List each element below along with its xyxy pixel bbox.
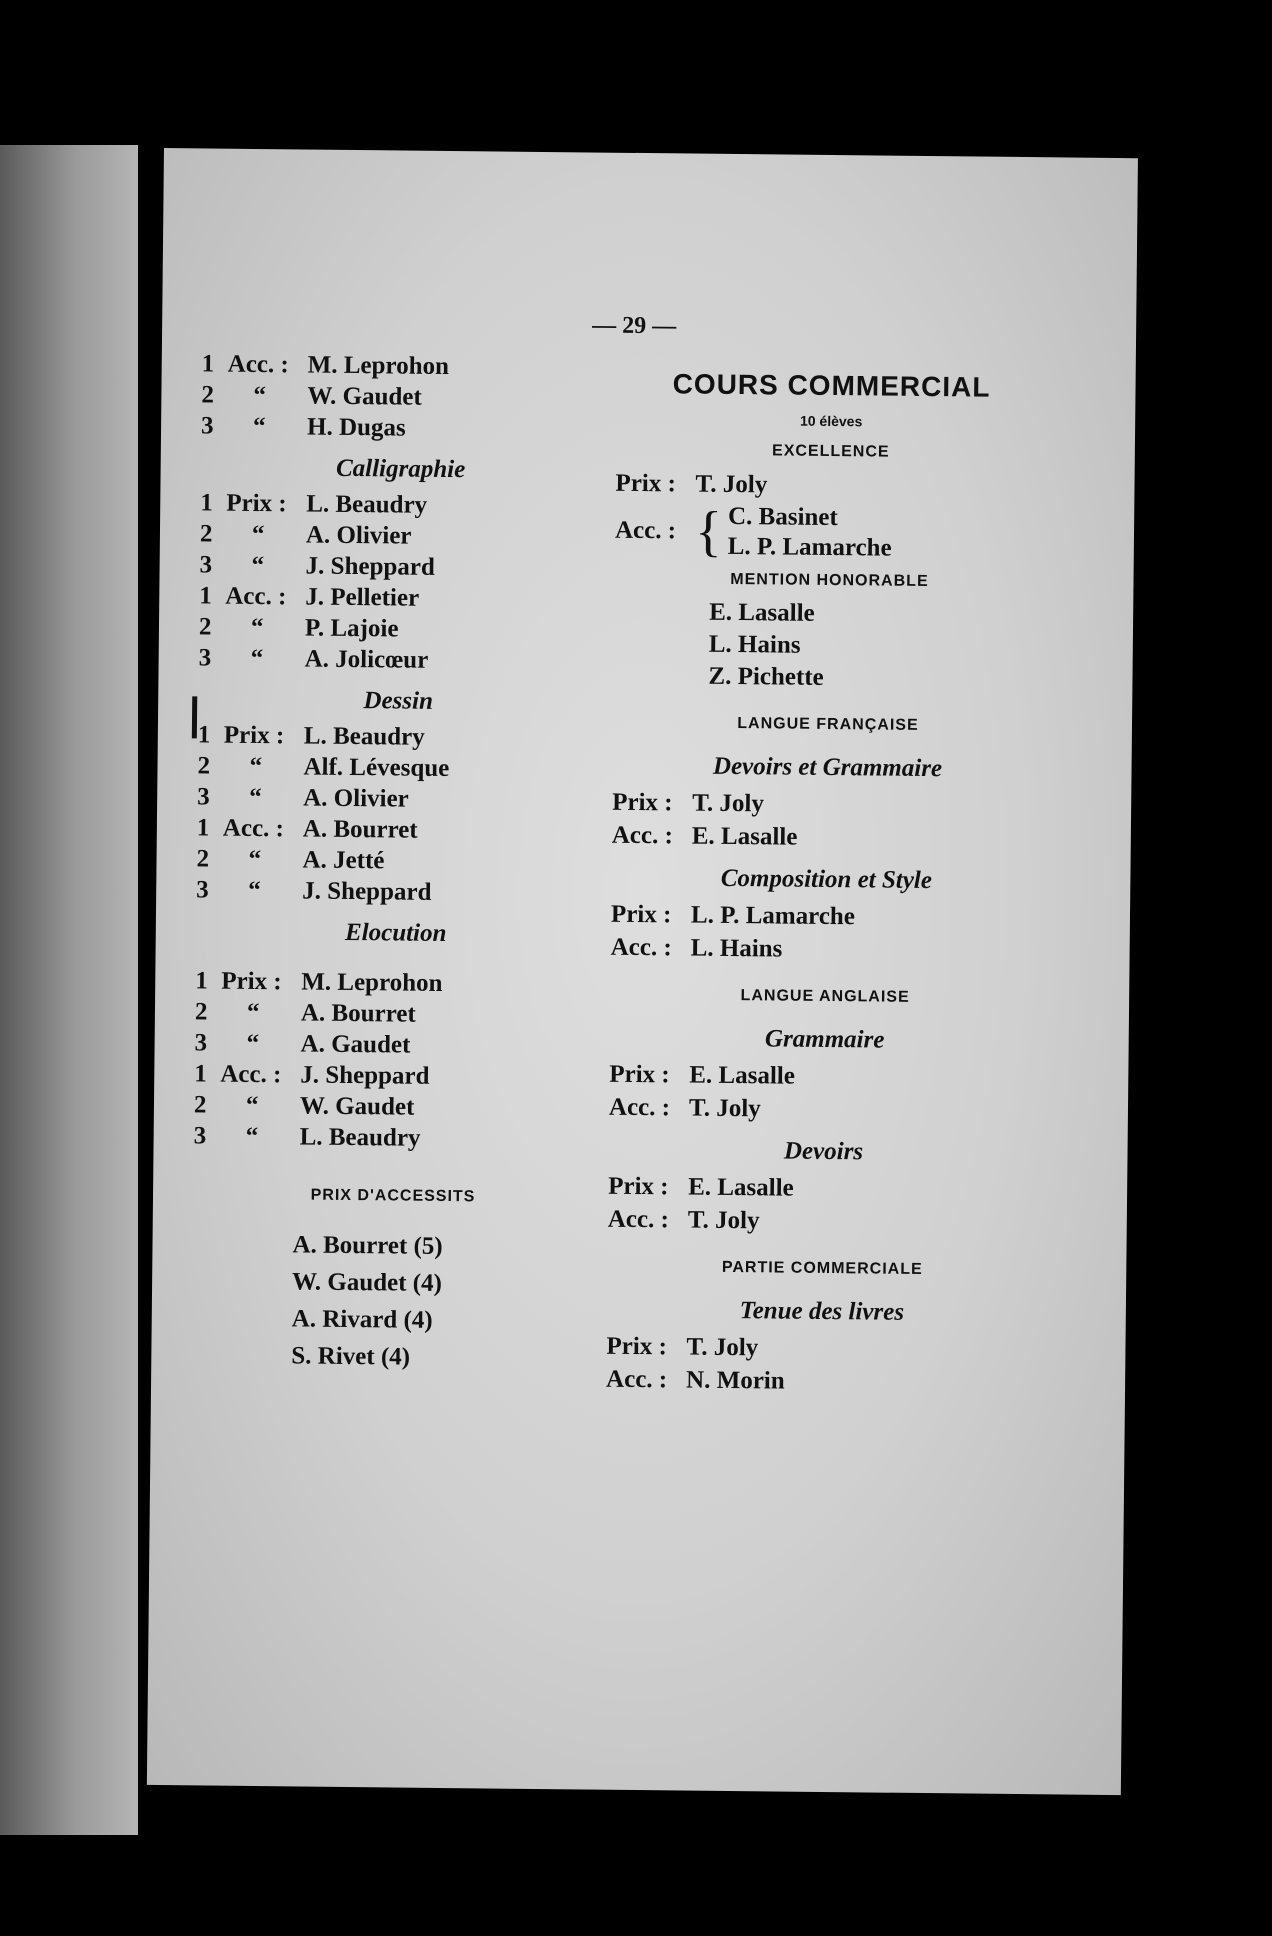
section-title-mention: MENTION HONORABLE [730,570,929,591]
section-title-dessin: Dessin [363,687,434,715]
rank: 3 [200,412,214,440]
ditto-mark: “ [251,520,265,549]
rank: 1 [199,582,212,610]
list-item [194,1058,594,1093]
list-item [609,1058,1039,1096]
student-name: M. Leprohon [307,351,450,380]
student-name: T. Joly [688,1094,761,1123]
list-item [606,1363,1036,1401]
award-label: Acc. : [611,821,674,850]
ditto-mark: “ [249,783,262,812]
student-name: J. Sheppard [305,552,435,581]
rank: 3 [196,876,209,904]
student-name: J. Sheppard [300,1061,430,1090]
rank: 2 [198,613,212,641]
list-item: A. Bourret (5) [292,1231,443,1260]
ditto-mark: “ [250,613,264,642]
list-item [201,379,601,414]
award-label: Acc. : [225,582,287,611]
rank: 1 [196,814,210,842]
ditto-mark: “ [249,752,263,781]
student-name: A. Bourret [302,815,418,844]
rank: 3 [199,551,213,579]
list-item: E. Lasalle [709,598,815,627]
student-name: L. P. Lamarche [727,532,892,562]
rank: 2 [196,845,210,873]
award-label: Prix : [609,1060,670,1089]
award-label: Acc. : [607,1205,670,1234]
list-item [195,996,595,1031]
student-name: J. Pelletier [305,583,420,612]
award-label: Acc. : [608,1093,671,1122]
page-title: COURS COMMERCIAL [672,368,991,403]
list-item [194,1027,594,1062]
rank: 3 [197,783,210,811]
ditto-mark: “ [248,845,262,874]
student-name: A. Olivier [305,521,412,550]
page-number: — 29 — [592,312,677,340]
ditto-mark: “ [252,412,266,441]
section-title-langue-anglaise: LANGUE ANGLAISE [740,987,910,1006]
award-label: Acc. : [227,350,289,379]
ditto-mark: “ [253,381,267,410]
left-column [191,348,602,1377]
award-label: Prix : [608,1172,669,1201]
student-name: T. Joly [695,470,768,499]
rank: 2 [197,752,211,780]
margin-mark [192,696,197,738]
previous-page-edge [0,145,138,1835]
rank: 1 [194,1060,207,1088]
ditto-mark: “ [251,551,265,580]
student-name: A. Jolicœur [304,645,429,674]
student-name: L. Beaudry [299,1123,421,1152]
page-subtitle: 10 élèves [799,412,863,430]
ditto-mark: “ [246,1029,260,1058]
student-name: C. Basinet [727,502,838,532]
list-item [610,931,1040,969]
list-item [612,819,1042,857]
list-item [612,786,1042,824]
student-name: W. Gaudet [307,382,422,411]
rank: 2 [194,998,208,1026]
student-name: P. Lajoie [304,614,399,643]
student-name: W. Gaudet [299,1092,415,1121]
list-item: L. Hains [708,630,801,659]
award-label: Acc. : [610,933,672,962]
rank: 2 [201,381,215,409]
rank: 1 [201,350,215,378]
rank: 1 [195,967,208,995]
award-label: Prix : [615,469,677,498]
student-name: M. Leprohon [301,968,443,997]
accessits-list [191,1225,593,1377]
list-item [199,642,599,677]
list-item [200,518,600,553]
list-item [199,611,599,646]
award-label: Prix : [221,967,282,996]
accessit-group [615,500,1046,566]
list-item: W. Gaudet (4) [291,1268,443,1297]
rank: 3 [193,1122,207,1150]
award-label: Acc. : [220,1060,282,1089]
section-title-accessits: PRIX D'ACCESSITS [310,1186,476,1206]
rank: 1 [200,489,213,517]
elocution-list [193,965,595,1155]
award-label: Acc. : [614,516,677,545]
list-item [609,1091,1039,1129]
award-label: Acc. : [222,814,285,843]
list-item [608,1203,1038,1241]
student-name: J. Sheppard [302,877,432,906]
section-title-elocution: Elocution [344,918,447,948]
subsection-title-grammaire: Grammaire [764,1025,885,1054]
student-name: H. Dugas [306,413,406,442]
list-item [606,1330,1036,1368]
rank: 1 [197,721,211,749]
section-title-partie-commerciale: PARTIE COMMERCIALE [721,1258,923,1279]
award-label: Acc. : [605,1365,668,1394]
student-name: A. Jetté [302,846,385,875]
section-title-excellence: EXCELLENCE [771,442,890,461]
list-item: S. Rivet (4) [291,1342,411,1371]
rank: 3 [194,1029,208,1057]
top-acc-list [201,348,602,445]
list-item [200,487,600,522]
student-name: A. Bourret [300,999,416,1028]
student-name: T. Joly [687,1206,760,1235]
list-item [611,898,1041,936]
student-name: E. Lasalle [691,822,798,851]
ditto-mark: “ [250,644,264,673]
list-item: Z. Pichette [708,662,824,691]
list-item [194,1089,594,1124]
student-name: N. Morin [685,1366,785,1395]
award-label: Prix : [226,489,287,518]
section-title-calligraphie: Calligraphie [335,454,466,484]
student-name: L. P. Lamarche [690,901,856,931]
subsection-title-tenue-livres: Tenue des livres [739,1297,905,1326]
ditto-mark: “ [246,998,260,1027]
rank: 2 [193,1091,207,1119]
list-item [199,580,599,615]
student-name: E. Lasalle [689,1061,796,1090]
list-item [193,1120,593,1155]
list-item [196,843,596,878]
subsection-title-devoirs: Devoirs [783,1137,864,1166]
list-item [615,467,1045,505]
rank: 2 [199,520,213,548]
list-item [198,719,598,754]
book-page [147,148,1138,1795]
award-label: Prix : [606,1332,668,1361]
student-name: L. Beaudry [303,722,425,751]
section-title-langue-francaise: LANGUE FRANÇAISE [737,715,919,734]
rank: 3 [198,644,212,672]
list-item [608,1170,1038,1208]
subsection-title-devoirs-grammaire: Devoirs et Grammaire [712,752,943,783]
list-item [202,348,602,383]
list-item [196,874,596,909]
list-item [195,965,595,1000]
award-label: Prix : [223,721,285,750]
brace-glyph: { [694,500,723,563]
subsection-title-composition-style: Composition et Style [720,864,933,895]
student-name: Alf. Lévesque [303,753,450,783]
award-label: Prix : [610,900,672,929]
mention-list [613,596,1044,696]
student-name: T. Joly [692,789,765,818]
student-name: L. Beaudry [306,490,428,519]
ditto-mark: “ [245,1122,259,1151]
student-name: L. Hains [690,934,783,963]
ditto-mark: “ [248,876,261,905]
list-item [197,781,597,816]
right-column [606,363,1047,1400]
list-item [197,812,597,847]
list-item [199,549,599,584]
list-item [197,750,597,785]
list-item [201,410,601,445]
student-name: T. Joly [686,1333,759,1362]
award-label: Prix : [612,788,673,817]
calligraphie-list [199,487,601,677]
student-name: A. Gaudet [300,1030,411,1059]
student-name: A. Olivier [303,784,409,813]
ditto-mark: “ [245,1091,259,1120]
dessin-list [196,719,598,909]
list-item: A. Rivard (4) [291,1305,433,1334]
student-name: E. Lasalle [688,1173,794,1202]
